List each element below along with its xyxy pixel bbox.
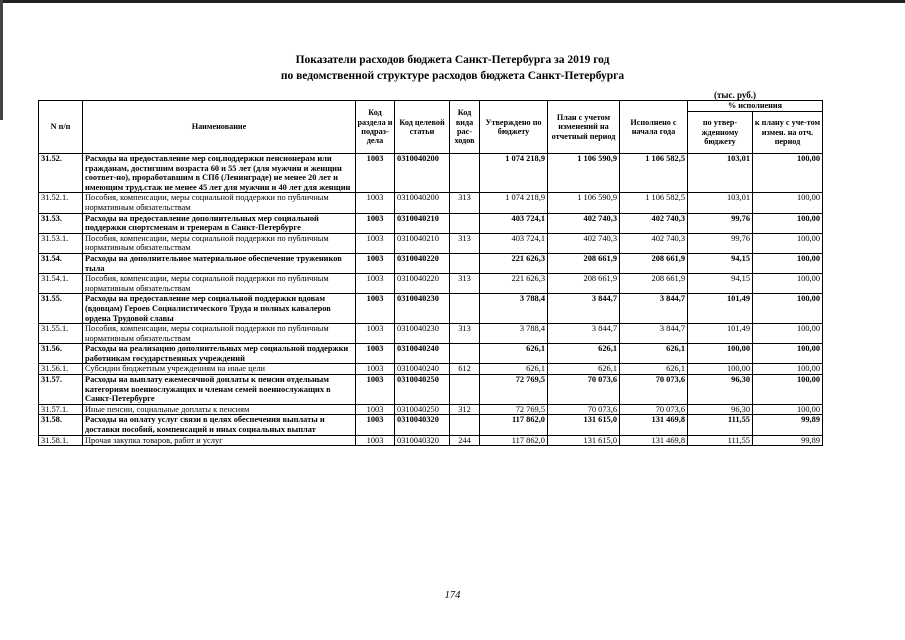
table-row [39, 324, 823, 344]
cell-executed: 1 106 582,5 [620, 154, 688, 193]
cell-target: 0310040240 [395, 344, 450, 364]
cell-num: 31.55.1. [39, 324, 83, 344]
cell-pct-plan: 100,00 [753, 404, 823, 415]
cell-name: Расходы на выплату ежемесячной доплаты к пенсии отдельным категориям военнослужащих и членам семей военнослужащих в Санкт-Петербурге [83, 375, 356, 405]
cell-target: 0310040250 [395, 375, 450, 405]
cell-approved: 626,1 [480, 364, 548, 375]
cell-executed: 208 661,9 [620, 253, 688, 273]
cell-section: 1003 [356, 294, 395, 324]
cell-type [450, 154, 480, 193]
cell-approved: 72 769,5 [480, 404, 548, 415]
cell-target: 0310040200 [395, 193, 450, 213]
table-row [39, 364, 823, 375]
cell-pct-plan: 100,00 [753, 233, 823, 253]
cell-pct-plan: 100,00 [753, 344, 823, 364]
cell-plan: 402 740,3 [548, 213, 620, 233]
cell-pct-approved: 103,01 [688, 193, 753, 213]
table-body [39, 154, 823, 446]
cell-name: Расходы на оплату услуг связи в целях обеспечения выплаты и доставки пособий, компенсаций и иных социальных выплат [83, 415, 356, 435]
cell-num: 31.54.1. [39, 274, 83, 294]
budget-table [38, 100, 823, 446]
cell-pct-plan: 100,00 [753, 375, 823, 405]
cell-plan: 1 106 590,9 [548, 193, 620, 213]
cell-type: 312 [450, 404, 480, 415]
table-row [39, 274, 823, 294]
cell-target: 0310040220 [395, 274, 450, 294]
header-pct-plan: к плану с уче-том измен. на отч. период [753, 112, 823, 154]
cell-approved: 221 626,3 [480, 253, 548, 273]
header-plan: План с учетом изменений на отчетный период [548, 101, 620, 154]
cell-name: Расходы на реализацию дополнительных мер социальной поддержки работникам государственных учреждений [83, 344, 356, 364]
cell-name: Пособия, компенсации, меры социальной поддержки по публичным нормативным обязательствам [83, 233, 356, 253]
cell-plan: 402 740,3 [548, 233, 620, 253]
cell-name: Расходы на предоставление мер социальной поддержки вдовам (вдовцам) Героев Социалистического Труда и полных кавалеров ордена Трудовой славы [83, 294, 356, 324]
cell-approved: 403 724,1 [480, 213, 548, 233]
cell-num: 31.54. [39, 253, 83, 273]
cell-section: 1003 [356, 344, 395, 364]
cell-pct-approved: 96,30 [688, 404, 753, 415]
cell-pct-approved: 96,30 [688, 375, 753, 405]
cell-pct-approved: 99,76 [688, 213, 753, 233]
scan-edge-top [0, 0, 905, 3]
cell-target: 0310040320 [395, 435, 450, 446]
cell-plan: 208 661,9 [548, 253, 620, 273]
cell-pct-approved: 111,55 [688, 435, 753, 446]
cell-target: 0310040210 [395, 233, 450, 253]
cell-approved: 221 626,3 [480, 274, 548, 294]
cell-executed: 131 469,8 [620, 435, 688, 446]
cell-num: 31.57.1. [39, 404, 83, 415]
cell-plan: 70 073,6 [548, 375, 620, 405]
cell-target: 0310040200 [395, 154, 450, 193]
cell-type: 313 [450, 193, 480, 213]
cell-executed: 208 661,9 [620, 274, 688, 294]
table-row [39, 435, 823, 446]
cell-type [450, 344, 480, 364]
cell-pct-plan: 99,89 [753, 415, 823, 435]
cell-name: Расходы на предоставление дополнительных мер социальной поддержки спортсменам и тренерам в Санкт-Петербурге [83, 213, 356, 233]
cell-num: 31.55. [39, 294, 83, 324]
header-executed: Исполнено с начала года [620, 101, 688, 154]
cell-num: 31.52. [39, 154, 83, 193]
cell-plan: 626,1 [548, 344, 620, 364]
cell-num: 31.58. [39, 415, 83, 435]
cell-pct-plan: 100,00 [753, 154, 823, 193]
cell-plan: 131 615,0 [548, 435, 620, 446]
cell-section: 1003 [356, 435, 395, 446]
table-row [39, 344, 823, 364]
header-target: Код целевой статьи [395, 101, 450, 154]
cell-plan: 3 844,7 [548, 294, 620, 324]
cell-plan: 3 844,7 [548, 324, 620, 344]
cell-name: Прочая закупка товаров, работ и услуг [83, 435, 356, 446]
cell-num: 31.56. [39, 344, 83, 364]
table-row [39, 253, 823, 273]
cell-target: 0310040250 [395, 404, 450, 415]
cell-section: 1003 [356, 193, 395, 213]
cell-section: 1003 [356, 274, 395, 294]
cell-pct-plan: 100,00 [753, 364, 823, 375]
cell-pct-plan: 100,00 [753, 213, 823, 233]
cell-section: 1003 [356, 415, 395, 435]
cell-section: 1003 [356, 213, 395, 233]
cell-pct-plan: 100,00 [753, 253, 823, 273]
cell-approved: 1 074 218,9 [480, 193, 548, 213]
cell-type [450, 415, 480, 435]
cell-pct-plan: 100,00 [753, 294, 823, 324]
cell-type: 313 [450, 274, 480, 294]
cell-name: Иные пенсии, социальные доплаты к пенсиям [83, 404, 356, 415]
header-num: N п/п [39, 101, 83, 154]
cell-name: Пособия, компенсации, меры социальной поддержки по публичным нормативным обязательствам [83, 274, 356, 294]
cell-num: 31.57. [39, 375, 83, 405]
cell-executed: 70 073,6 [620, 375, 688, 405]
cell-name: Расходы на дополнительное материальное обеспечение тружеников тыла [83, 253, 356, 273]
cell-type [450, 213, 480, 233]
document-subtitle: по ведомственной структуре расходов бюджета Санкт-Петербурга [280, 70, 625, 82]
table-row [39, 154, 823, 193]
cell-pct-plan: 99,89 [753, 435, 823, 446]
cell-plan: 70 073,6 [548, 404, 620, 415]
header-pct-approved: по утвер-жденному бюджету [688, 112, 753, 154]
cell-section: 1003 [356, 364, 395, 375]
table-row [39, 404, 823, 415]
cell-type: 313 [450, 233, 480, 253]
cell-target: 0310040320 [395, 415, 450, 435]
header-type: Код вида рас-ходов [450, 101, 480, 154]
cell-pct-approved: 94,15 [688, 253, 753, 273]
cell-executed: 402 740,3 [620, 213, 688, 233]
table-row [39, 294, 823, 324]
header-name: Наименование [83, 101, 356, 154]
cell-pct-approved: 100,00 [688, 364, 753, 375]
page-number: 174 [444, 590, 461, 601]
cell-section: 1003 [356, 324, 395, 344]
cell-approved: 3 788,4 [480, 294, 548, 324]
cell-approved: 403 724,1 [480, 233, 548, 253]
cell-executed: 70 073,6 [620, 404, 688, 415]
table-row [39, 415, 823, 435]
cell-approved: 72 769,5 [480, 375, 548, 405]
header-pct-group: % исполнения [688, 101, 823, 112]
cell-section: 1003 [356, 375, 395, 405]
cell-pct-approved: 100,00 [688, 344, 753, 364]
cell-target: 0310040230 [395, 294, 450, 324]
cell-type [450, 294, 480, 324]
cell-name: Пособия, компенсации, меры социальной поддержки по публичным нормативным обязательствам [83, 324, 356, 344]
cell-pct-approved: 103,01 [688, 154, 753, 193]
cell-target: 0310040230 [395, 324, 450, 344]
cell-num: 31.56.1. [39, 364, 83, 375]
cell-executed: 3 844,7 [620, 294, 688, 324]
cell-plan: 626,1 [548, 364, 620, 375]
cell-executed: 626,1 [620, 344, 688, 364]
cell-pct-plan: 100,00 [753, 274, 823, 294]
cell-section: 1003 [356, 253, 395, 273]
table-row [39, 213, 823, 233]
cell-approved: 117 862,0 [480, 435, 548, 446]
cell-type [450, 375, 480, 405]
units-label: (тыс. руб.) [714, 90, 756, 100]
cell-name: Пособия, компенсации, меры социальной поддержки по публичным нормативным обязательствам [83, 193, 356, 213]
table-row [39, 193, 823, 213]
cell-executed: 626,1 [620, 364, 688, 375]
cell-approved: 1 074 218,9 [480, 154, 548, 193]
cell-type: 244 [450, 435, 480, 446]
table-row [39, 375, 823, 405]
cell-pct-plan: 100,00 [753, 193, 823, 213]
cell-executed: 402 740,3 [620, 233, 688, 253]
cell-type: 313 [450, 324, 480, 344]
cell-approved: 626,1 [480, 344, 548, 364]
cell-num: 31.53. [39, 213, 83, 233]
cell-plan: 131 615,0 [548, 415, 620, 435]
table-row [39, 233, 823, 253]
cell-executed: 131 469,8 [620, 415, 688, 435]
cell-approved: 3 788,4 [480, 324, 548, 344]
cell-name: Субсидии бюджетным учреждениям на иные цели [83, 364, 356, 375]
cell-num: 31.53.1. [39, 233, 83, 253]
cell-pct-approved: 111,55 [688, 415, 753, 435]
cell-approved: 117 862,0 [480, 415, 548, 435]
cell-section: 1003 [356, 404, 395, 415]
cell-section: 1003 [356, 233, 395, 253]
cell-target: 0310040240 [395, 364, 450, 375]
cell-pct-approved: 94,15 [688, 274, 753, 294]
cell-name: Расходы на предоставление мер соц.поддержки пенсионерам или гражданам, достигшим возраста 60 и 55 лет (для мужчин и женщин соответ-но), проработавшим в СПб (Ленинграде) не менее 20 лет и имеющим труд.стаж не менее 45 лет для мужчин и 40 лет для женщин [83, 154, 356, 193]
document-title: Показатели расходов бюджета Санкт-Петербурга за 2019 год [295, 54, 610, 66]
cell-num: 31.58.1. [39, 435, 83, 446]
cell-type: 612 [450, 364, 480, 375]
cell-target: 0310040210 [395, 213, 450, 233]
cell-pct-approved: 99,76 [688, 233, 753, 253]
cell-executed: 1 106 582,5 [620, 193, 688, 213]
cell-pct-approved: 101,49 [688, 294, 753, 324]
cell-target: 0310040220 [395, 253, 450, 273]
cell-pct-approved: 101,49 [688, 324, 753, 344]
cell-plan: 1 106 590,9 [548, 154, 620, 193]
cell-section: 1003 [356, 154, 395, 193]
cell-num: 31.52.1. [39, 193, 83, 213]
header-approved: Утверждено по бюджету [480, 101, 548, 154]
cell-pct-plan: 100,00 [753, 324, 823, 344]
cell-executed: 3 844,7 [620, 324, 688, 344]
cell-type [450, 253, 480, 273]
header-section: Код раздела и подраз-дела [356, 101, 395, 154]
cell-plan: 208 661,9 [548, 274, 620, 294]
